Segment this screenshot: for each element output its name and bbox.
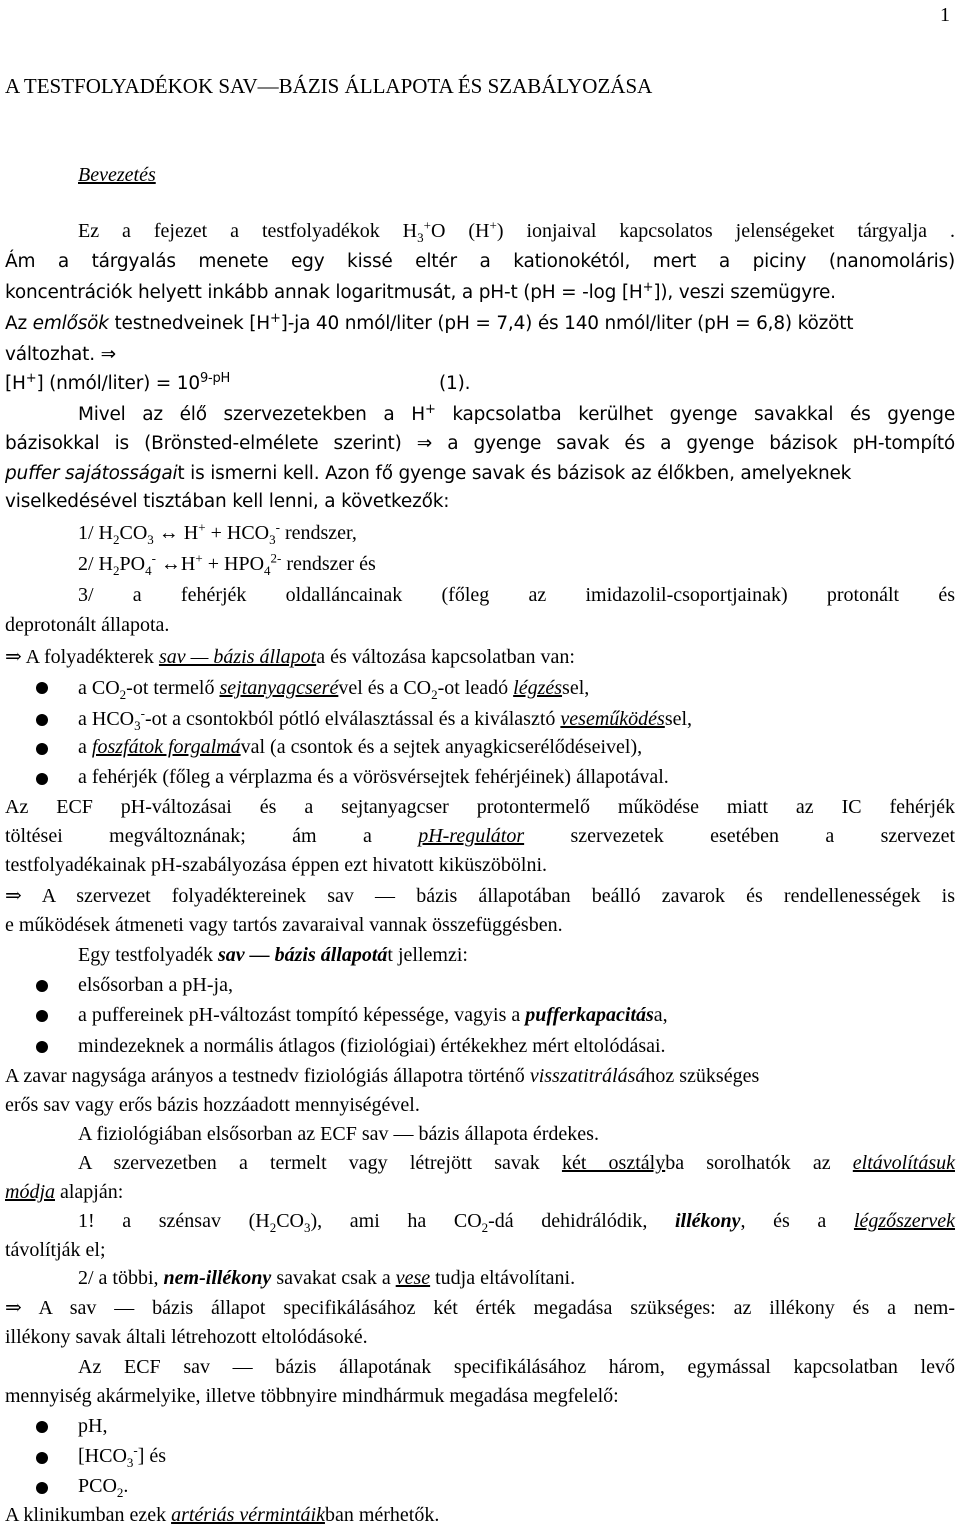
p3-line1: ⇒ A folyadékterek sav — bázis állapota és változása kapcsolatban van: <box>5 646 575 668</box>
p8-line4: mennyiség akármelyike, illetve többnyire mindhármuk megadása megfelelő: <box>5 1385 619 1407</box>
p7-line8: 2/ a többi, nem-illékony savakat csak a vese tudja eltávolítani. <box>78 1267 576 1289</box>
bullet-icon <box>36 714 48 726</box>
p3-bullet3: a foszfátok forgalmával (a csontok és a sejtek anyagkicserélődéseivel), <box>78 736 643 758</box>
p8-bullet1: pH, <box>78 1415 108 1437</box>
p1-line5: változhat. ⇒ <box>5 344 116 365</box>
p1-line1: Ez a fejezet a testfolyadékok $H_3^+O$ (H+) ionjaival kapcsolatos jelenségeket tárgyalja . <box>78 217 956 245</box>
bullet-icon <box>36 1041 48 1053</box>
p8-line5: A klinikumban ezek artériás vérmintáikban mérhetők. <box>5 1504 440 1526</box>
p7-line1: A zavar nagysága arányos a testnedv fiziológiás állapotra történő visszatitrálásához szükséges <box>5 1065 760 1087</box>
p1-formula: [H+] (nmól/liter) = $10^{9-pH}$ (1). <box>5 370 471 394</box>
bullet-icon <box>36 1421 48 1433</box>
bullet-icon <box>36 682 48 694</box>
p6-bullet2: a puffereinek pH-változást tompító képessége, vagyis a pufferkapacitása, <box>78 1004 668 1026</box>
p3-bullet4: a fehérjék (főleg a vérplazma és a vörösvérsejtek fehérjéinek) állapotával. <box>78 766 669 788</box>
p5-line1: ⇒ A szervezet folyadéktereinek sav — bázis állapotában beálló zavarok és rendellenességek is <box>5 885 955 907</box>
p7-line3: A fiziológiában elsősorban az ECF sav — bázis állapota érdekes. <box>78 1123 599 1145</box>
page-number: 1 <box>940 4 950 26</box>
p3-bullet1: a $CO_2-ot$ termelő sejtanyagcserével és a $CO_2-ot$ leadó légzéssel, <box>78 677 590 702</box>
p4-line1: Az ECF pH-változásai és a sejtanyagcser protontermelő működése miatt az IC fehérjék <box>5 796 955 818</box>
bullet-icon <box>36 1482 48 1494</box>
p5-line2: e működések átmeneti vagy tartós zavaraival vannak összefüggésben. <box>5 914 563 936</box>
p8-bullet3: $PCO_2$. <box>78 1475 129 1500</box>
p8-bullet2: $[HCO_3^-]$ és <box>78 1442 167 1470</box>
p1-line4: Az emlősök testnedveinek [H+]-ja 40 nmól/liter (pH = 7,4) és 140 nmól/liter (pH = 6,8) között <box>5 310 854 334</box>
buffer-system-3-cont: deprotonált állapota. <box>5 614 170 636</box>
buffer-system-2: 2/ $H_2PO_4^-$ ↔H+ + $HPO_4^{2-}$ rendszer és <box>78 550 376 578</box>
p2-line4: viselkedésével tisztában kell lenni, a következők: <box>5 491 450 512</box>
buffer-system-1: 1/ $H_2CO_3$ ↔ $H^+ + HCO_3^-$ rendszer, <box>78 519 357 547</box>
intro-heading: Bevezetés <box>78 164 156 186</box>
p4-line2: töltései megváltoznának; ám a pH-regulátor szervezetek esetében a szervezet <box>5 825 956 847</box>
bullet-icon <box>36 980 48 992</box>
p3-bullet2: a $HCO_3^--ot$ a csontokból pótló elválasztással és a kiválasztó veseműködéssel, <box>78 705 693 733</box>
bullet-icon <box>36 773 48 785</box>
p2-line3: puffer sajátosságait is ismerni kell. Azon fő gyenge savak és bázisok az élőkben, amelyeknek <box>5 463 852 484</box>
p6-bullet1: elsősorban a pH-ja, <box>78 974 233 996</box>
p2-line2: bázisokkal is (Brönsted-elmélete szerint) ⇒ a gyenge savak és a gyenge bázisok pH-tompító <box>5 433 955 454</box>
p4-line3: testfolyadékainak pH-szabályozása éppen ezt hivatott kiküszöbölni. <box>5 854 548 876</box>
p7-line5: módja alapján: <box>5 1181 124 1203</box>
p8-line1: ⇒ A sav — bázis állapot specifikálásához két érték megadása szükséges: az illékony és a nem- <box>5 1297 955 1319</box>
p1-line2: Ám a tárgyalás menete egy kissé eltér a kationokétól, mert a piciny (nanomoláris) <box>5 251 955 272</box>
p7-line6: 1! a szénsav $(H_2CO_3)$, ami ha $CO_2-dá$ dehidrálódik, illékony, és a légzőszervek <box>78 1210 956 1235</box>
bullet-icon <box>36 743 48 755</box>
p1-line3: koncentrációk helyett inkább annak logaritmusát, a pH-t (pH = -log [H+]), veszi szemügyre. <box>5 279 836 303</box>
p8-line3: Az ECF sav — bázis állapotának specifikálásához három, egymással kapcsolatban levő <box>78 1356 955 1378</box>
p8-line2: illékony savak általi létrehozott eltolódásoké. <box>5 1326 368 1348</box>
page-title: A TESTFOLYADÉKOK SAV—BÁZIS ÁLLAPOTA ÉS SZABÁLYOZÁSA <box>5 74 653 98</box>
p2-line1: Mivel az élő szervezetekben a H+ kapcsolatba kerülhet gyenge savakkal és gyenge <box>78 401 956 425</box>
p6-bullet3: mindezeknek a normális átlagos (fiziológiai) értékekhez mért eltolódásai. <box>78 1035 666 1057</box>
p7-line7: távolítják el; <box>5 1239 106 1261</box>
p6-line1: Egy testfolyadék sav — bázis állapotát jellemzi: <box>78 944 468 966</box>
p7-line2: erős sav vagy erős bázis hozzáadott mennyiségével. <box>5 1094 420 1116</box>
bullet-icon <box>36 1010 48 1022</box>
buffer-system-3: 3/ a fehérjék oldalláncainak (főleg az imidazolil-csoportjainak) protonált és <box>78 584 955 606</box>
p7-line4: A szervezetben a termelt vagy létrejött savak két osztályba sorolhatók az eltávolításuk <box>78 1152 955 1174</box>
bullet-icon <box>36 1452 48 1464</box>
